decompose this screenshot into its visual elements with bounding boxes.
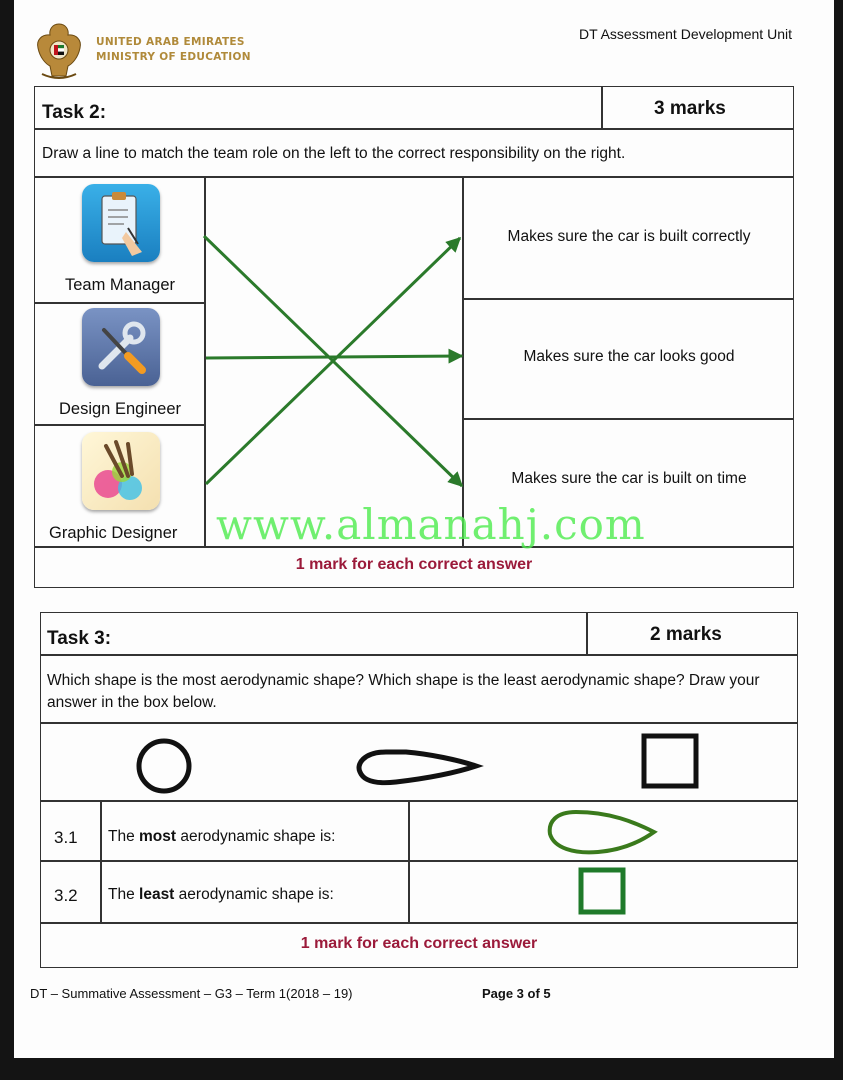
- task3-title: Task 3:: [47, 628, 112, 649]
- unit-name: DT Assessment Development Unit: [579, 26, 792, 42]
- org-line-1: UNITED ARAB EMIRATES: [96, 36, 245, 48]
- responsibility-built-correctly: Makes sure the car is built correctly: [507, 228, 751, 245]
- circle-shape: [139, 741, 189, 791]
- prompt-text: The: [108, 886, 140, 903]
- prompt-text: aerodynamic shape is:: [174, 886, 334, 903]
- answer-number: 3.1: [54, 828, 78, 847]
- task2-instruction: Draw a line to match the team role on the left to the correct responsibility on the right.: [42, 145, 626, 162]
- shapes-row: [14, 722, 834, 802]
- prompt-emphasis: least: [139, 886, 175, 903]
- footer-page-number: Page 3 of 5: [482, 986, 551, 1001]
- drawn-teardrop-answer: [550, 812, 654, 852]
- task2-title: Task 2:: [42, 102, 107, 123]
- prompt-text: aerodynamic shape is:: [176, 828, 336, 845]
- drawn-square-answer: [581, 870, 623, 912]
- org-line-2: MINISTRY OF EDUCATION: [96, 51, 251, 63]
- task3-question: Which shape is the most aerodynamic shape? Which shape is the least aerodynamic shape? Draw your answer in the box below.: [47, 672, 760, 711]
- prompt-text: The: [108, 828, 140, 845]
- divider: [586, 612, 588, 654]
- answer-number: 3.2: [54, 886, 78, 905]
- task2-footnote: 1 mark for each correct answer: [295, 556, 533, 573]
- task2-marks: 3 marks: [654, 98, 726, 119]
- divider: [40, 654, 798, 656]
- prompt-emphasis: most: [139, 828, 177, 845]
- responsibility-built-on-time: Makes sure the car is built on time: [511, 470, 747, 487]
- role-design-engineer: Design Engineer: [59, 400, 181, 418]
- role-graphic-designer: Graphic Designer: [49, 524, 178, 542]
- square-shape: [644, 736, 696, 786]
- footer-assessment: DT – Summative Assessment – G3 – Term 1(2018 – 19): [30, 986, 353, 1001]
- worksheet-page: [14, 0, 834, 1058]
- teardrop-shape: [359, 752, 476, 783]
- task3-footnote: 1 mark for each correct answer: [300, 935, 538, 952]
- responsibility-looks-good: Makes sure the car looks good: [523, 348, 735, 365]
- drawn-answers: [14, 800, 834, 924]
- watermark: www.almanahj.com: [216, 500, 646, 549]
- answer-line: [206, 356, 462, 358]
- task3-marks: 2 marks: [650, 624, 722, 645]
- role-team-manager: Team Manager: [64, 276, 176, 294]
